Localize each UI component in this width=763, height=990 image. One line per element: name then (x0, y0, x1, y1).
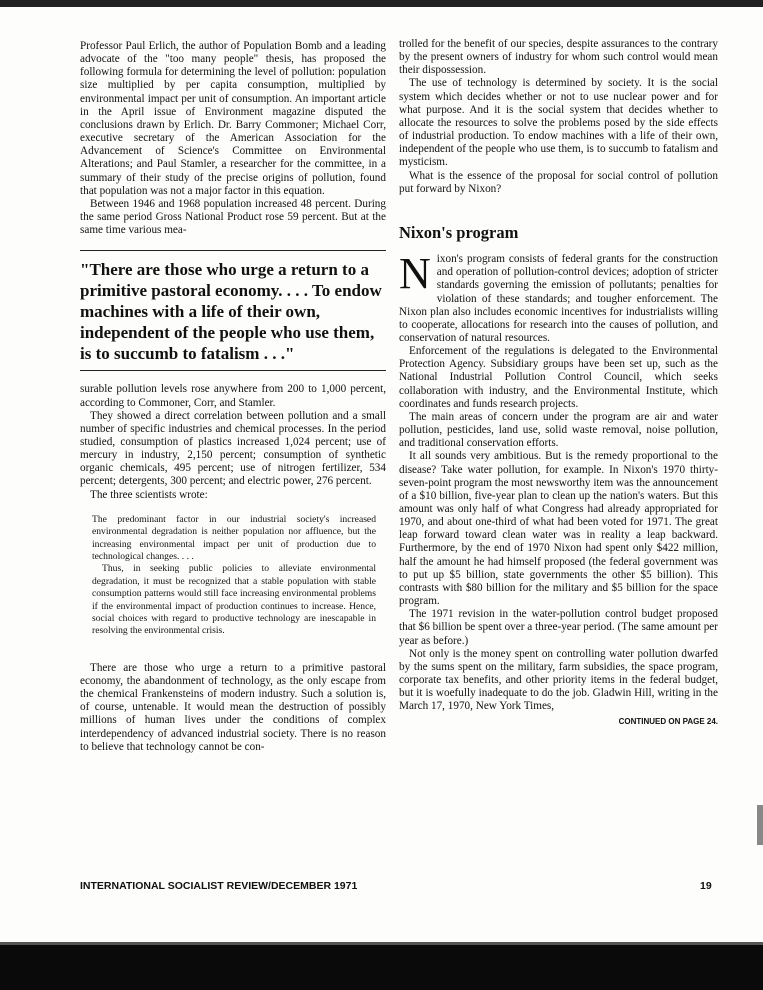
scan-margin-mark (757, 805, 763, 845)
paragraph: The three scientists wrote: (90, 488, 208, 501)
pull-quote: "There are those who urge a return to a primitive pastoral economy. . . . To endow machines with a life of their own, independent of the people who use them, is to succumb to fatalism . . ." (80, 250, 386, 371)
paragraph: They showed a direct correlation between pollution and a small number of specific industries and chemical processes. In the period studied, consumption of plastics increased 1,024 percent; use of mercury in industry, 2,150 percent; consumption of synthetic organic chemicals, 495 percent; use of nitrogen fertilizer, 534 percent; detergents, 300 percent; and electric power, 276 percent. (80, 409, 386, 488)
paragraph-text: ixon's program consists of federal grants for the construction and operation of pollution-control devices; adoption of stricter standards governing the emission of pollutants; penalties for violation of these standards; and tougher enforcement. The Nixon plan also includes economic incentives for industrialists willing to cooperate, allocations for research into the causes of pollution, and conservation of natural resources. (399, 253, 718, 344)
paragraph: Between 1946 and 1968 population increased 48 percent. During the same period Gross National Product rose 59 percent. But at the same time various mea- (80, 197, 386, 237)
left-column (80, 40, 386, 754)
paragraph: What is the essence of the proposal for social control of pollution put forward by Nixon? (399, 169, 718, 195)
publication-footer: INTERNATIONAL SOCIALIST REVIEW/DECEMBER 1971 (80, 880, 358, 892)
paragraph: Not only is the money spent on controlling water pollution dwarfed by the sums spent on the military, farm subsidies, the space program, corporate tax benefits, and other priority items in the federal budget, but it is woefully inadequate to do the job. Gladwin Hill, writing in the March 17, 1970, New York Times, (399, 647, 718, 713)
drop-cap: N (399, 249, 431, 299)
paragraph: The use of technology is determined by society. It is the social system which decides whether or not to use nuclear power and for what purpose. And it is the social system that decides whether to allocate the resources to solve the problems posed by the side effects of industrial production. To endow machines with a life of their own, independent of the people who use them, is to succumb to fatalism and mysticism. (399, 77, 718, 169)
paragraph: There are those who urge a return to a primitive pastoral economy, the abandonment of technology, as the only escape from the chemical Frankensteins of modern industry. Such a solution is, of course, untenable. It would mean the destruction of possibly millions of human lives under the conditions of complex interdependency of advanced industrial society. There is no reason to believe that technology cannot be con- (80, 661, 386, 753)
quote-paragraph: The predominant factor in our industrial society's increased environmental degradation is neither population nor affluence, but the increasing environmental impact per unit of production due to technological changes. . . . (92, 513, 376, 562)
paragraph (399, 249, 718, 345)
paragraph: The 1971 revision in the water-pollution control budget proposed that $6 billion be spent over a three-year period. (The same amount per year as before.) (399, 608, 718, 647)
paragraph: Professor Paul Erlich, the author of Population Bomb and a leading advocate of the "too many people" thesis, has proposed the following formula for determining the level of pollution: population size multiplied by per capita consumption, multiplied by environmental impact per unit of consumption. An important article in the April issue of Environment magazine disputed the conclusions drawn by Erlich. Dr. Barry Commoner; Michael Corr, executive secretary of the American Association for the Advancement of Science's Committee on Environmental Alterations; and Paul Stamler, a researcher for the committee, in a summary of their study of the precise origins of pollution, found that population was not a major factor in this equation. (80, 40, 386, 197)
right-column (399, 38, 718, 728)
page-number: 19 (700, 880, 712, 892)
continued-note: CONTINUED ON PAGE 24. (618, 716, 718, 726)
quote-paragraph: Thus, in seeking public policies to alleviate environmental degradation, it must be recognized that a stable population with stable consumption patterns would still face increasing environmental problems if the environmental impact of production continues to increase. Hence, social choices with regard to productive technology are inescapable in resolving the environmental crisis. (92, 563, 376, 637)
paragraph: It all sounds very ambitious. But is the remedy proportional to the disease? Take water pollution, for example. In Nixon's 1970 thirty-seven-point program the most newsworthy item was the announcement of a $10 billion, five-year plan to clean up the nation's waters. But this amount was only half of what Congress had already appropriated for 1970, and about one-third of what had been voted for 1971. The great leap forward toward clean water was in reality a leap backward. Furthermore, by the end of 1970 Nixon had spent only $422 million, half the amount he had himself proposed (the federal government was to put up $5 billion, state governments the other $5 billion). This contrasts with $80 billion for the military and $5 billion for the space program. (399, 450, 718, 608)
section-heading: Nixon's program (399, 222, 519, 242)
scan-bottom-band (0, 945, 763, 990)
block-quote (92, 514, 376, 638)
paragraph: Enforcement of the regulations is delegated to the Environmental Protection Agency. Subsidiary groups have been set up, such as the National Industrial Pollution Control Council, which seeks collaboration with industry, and the Environmental Institute, which coordinates and funds research projects. (399, 345, 718, 410)
paragraph: trolled for the benefit of our species, despite assurances to the contrary by the present owners of industry for whom such control would mean their dispossession. (399, 38, 718, 77)
top-rule (0, 0, 763, 7)
paragraph: surable pollution levels rose anywhere from 200 to 1,000 percent, according to Commoner, Corr, and Stamler. (80, 383, 386, 409)
paragraph: The main areas of concern under the program are air and water pollution, pesticides, land use, solid waste removal, noise pollution, and traditional conservation efforts. (399, 410, 718, 450)
